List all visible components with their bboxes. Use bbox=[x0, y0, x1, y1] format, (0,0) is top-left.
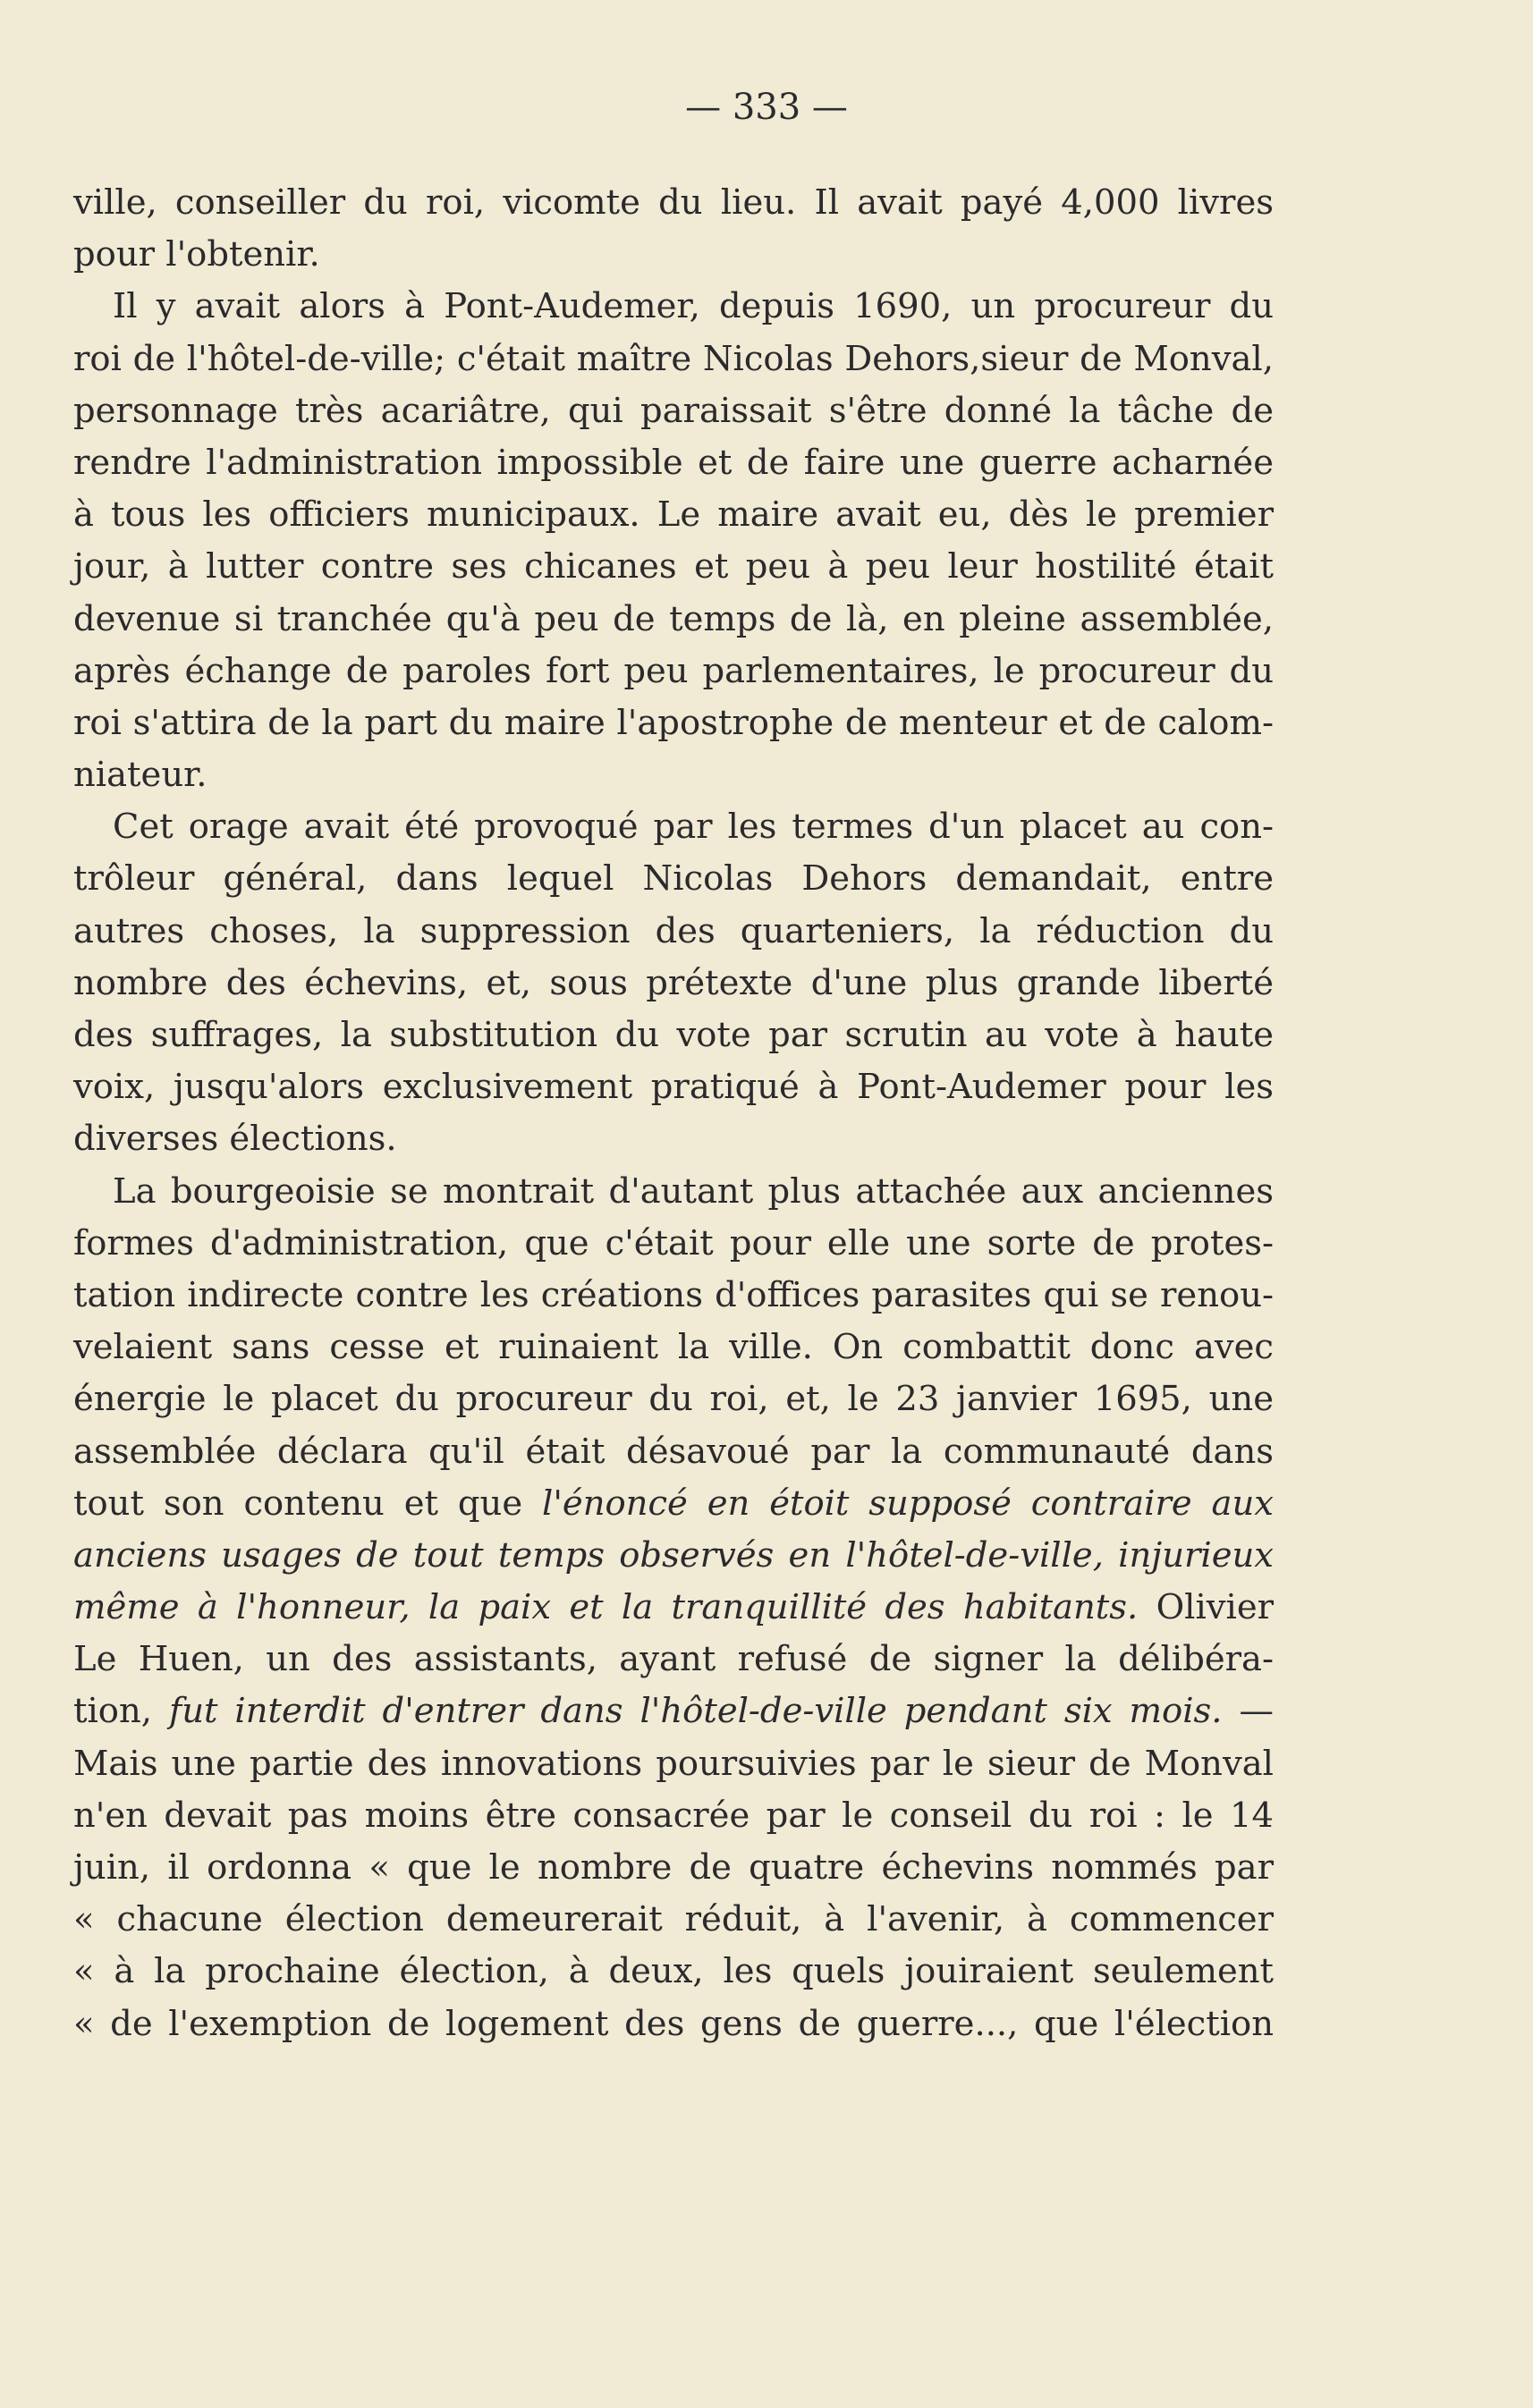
text-line: tout son contenu et que l'énoncé en étoit supposé contraire aux bbox=[73, 1483, 1274, 1524]
text-line: autres choses, la suppression des quarteniers, la réduction du bbox=[73, 910, 1274, 951]
paragraph-start-line: La bourgeoisie se montrait d'autant plus attachée aux anciennes bbox=[113, 1170, 1274, 1212]
text-line: énergie le placet du procureur du roi, et, le 23 janvier 1695, une bbox=[73, 1379, 1274, 1420]
text-line: n'en devait pas moins être consacrée par le conseil du roi : le 14 bbox=[73, 1795, 1274, 1836]
text-line: tion, fut interdit d'entrer dans l'hôtel-de-ville pendant six mois. — bbox=[73, 1691, 1274, 1732]
text-line: tation indirecte contre les créations d'offices parasites qui se renou- bbox=[73, 1274, 1274, 1315]
text-line: diverses élections. bbox=[73, 1119, 397, 1160]
text-line: devenue si tranchée qu'à peu de temps de là, en pleine assemblée, bbox=[73, 598, 1274, 639]
text-line: personnage très acariâtre, qui paraissait s'être donné la tâche de bbox=[73, 390, 1274, 431]
text-line: à tous les officiers municipaux. Le maire avait eu, dès le premier bbox=[73, 494, 1274, 536]
text-line: voix, jusqu'alors exclusivement pratiqué à Pont-Audemer pour les bbox=[73, 1067, 1274, 1108]
text-line: nombre des échevins, et, sous prétexte d'une plus grande liberté bbox=[73, 962, 1274, 1003]
text-line: trôleur général, dans lequel Nicolas Dehors demandait, entre bbox=[73, 858, 1274, 900]
text-line: même à l'honneur, la paix et la tranquillité des habitants. Olivier bbox=[73, 1587, 1275, 1628]
text-line: roi s'attira de la part du maire l'apostrophe de menteur et de calom- bbox=[73, 702, 1274, 743]
text-line: velaient sans cesse et ruinaient la ville. On combattit donc avec bbox=[73, 1327, 1274, 1368]
text-line: formes d'administration, que c'était pour elle une sorte de protes- bbox=[73, 1222, 1274, 1263]
text-line: des suffrages, la substitution du vote par scrutin au vote à haute bbox=[73, 1015, 1274, 1055]
text-line: rendre l'administration impossible et de faire une guerre acharnée bbox=[73, 442, 1274, 483]
paragraph-start-line: Il y avait alors à Pont-Audemer, depuis 1690, un procureur du bbox=[113, 286, 1274, 327]
text-line: ville, conseiller du roi, vicomte du lieu. Il avait payé 4,000 livres bbox=[73, 182, 1274, 223]
text-line: Le Huen, un des assistants, ayant refusé de signer la délibéra- bbox=[73, 1639, 1274, 1680]
text-line: après échange de paroles fort peu parlementaires, le procureur du bbox=[73, 650, 1274, 691]
text-line: niateur. bbox=[73, 755, 208, 796]
text-line: assemblée déclara qu'il était désavoué par la communauté dans bbox=[73, 1431, 1274, 1472]
text-line: juin, il ordonna « que le nombre de quatre échevins nommés par bbox=[73, 1847, 1274, 1888]
text-line: pour l'obtenir. bbox=[73, 234, 320, 275]
text-line: « chacune élection demeurerait réduit, à l'avenir, à commencer bbox=[73, 1899, 1274, 1940]
page-number: — 333 — bbox=[685, 87, 848, 128]
text-line: « à la prochaine élection, à deux, les quels jouiraient seulement bbox=[73, 1951, 1274, 1992]
body-text bbox=[73, 177, 1274, 2050]
text-line: roi de l'hôtel-de-ville; c'était maître Nicolas Dehors,sieur de Monval, bbox=[73, 338, 1274, 379]
text-line: Mais une partie des innovations poursuivies par le sieur de Monval bbox=[73, 1743, 1274, 1784]
text-line: jour, à lutter contre ses chicanes et peu à peu leur hostilité était bbox=[73, 546, 1274, 587]
paragraph-start-line: Cet orage avait été provoqué par les termes d'un placet au con- bbox=[113, 807, 1274, 848]
text-line: « de l'exemption de logement des gens de guerre..., que l'élection bbox=[73, 2003, 1274, 2044]
text-line: anciens usages de tout temps observés en l'hôtel-de-ville, injurieux bbox=[73, 1534, 1274, 1576]
